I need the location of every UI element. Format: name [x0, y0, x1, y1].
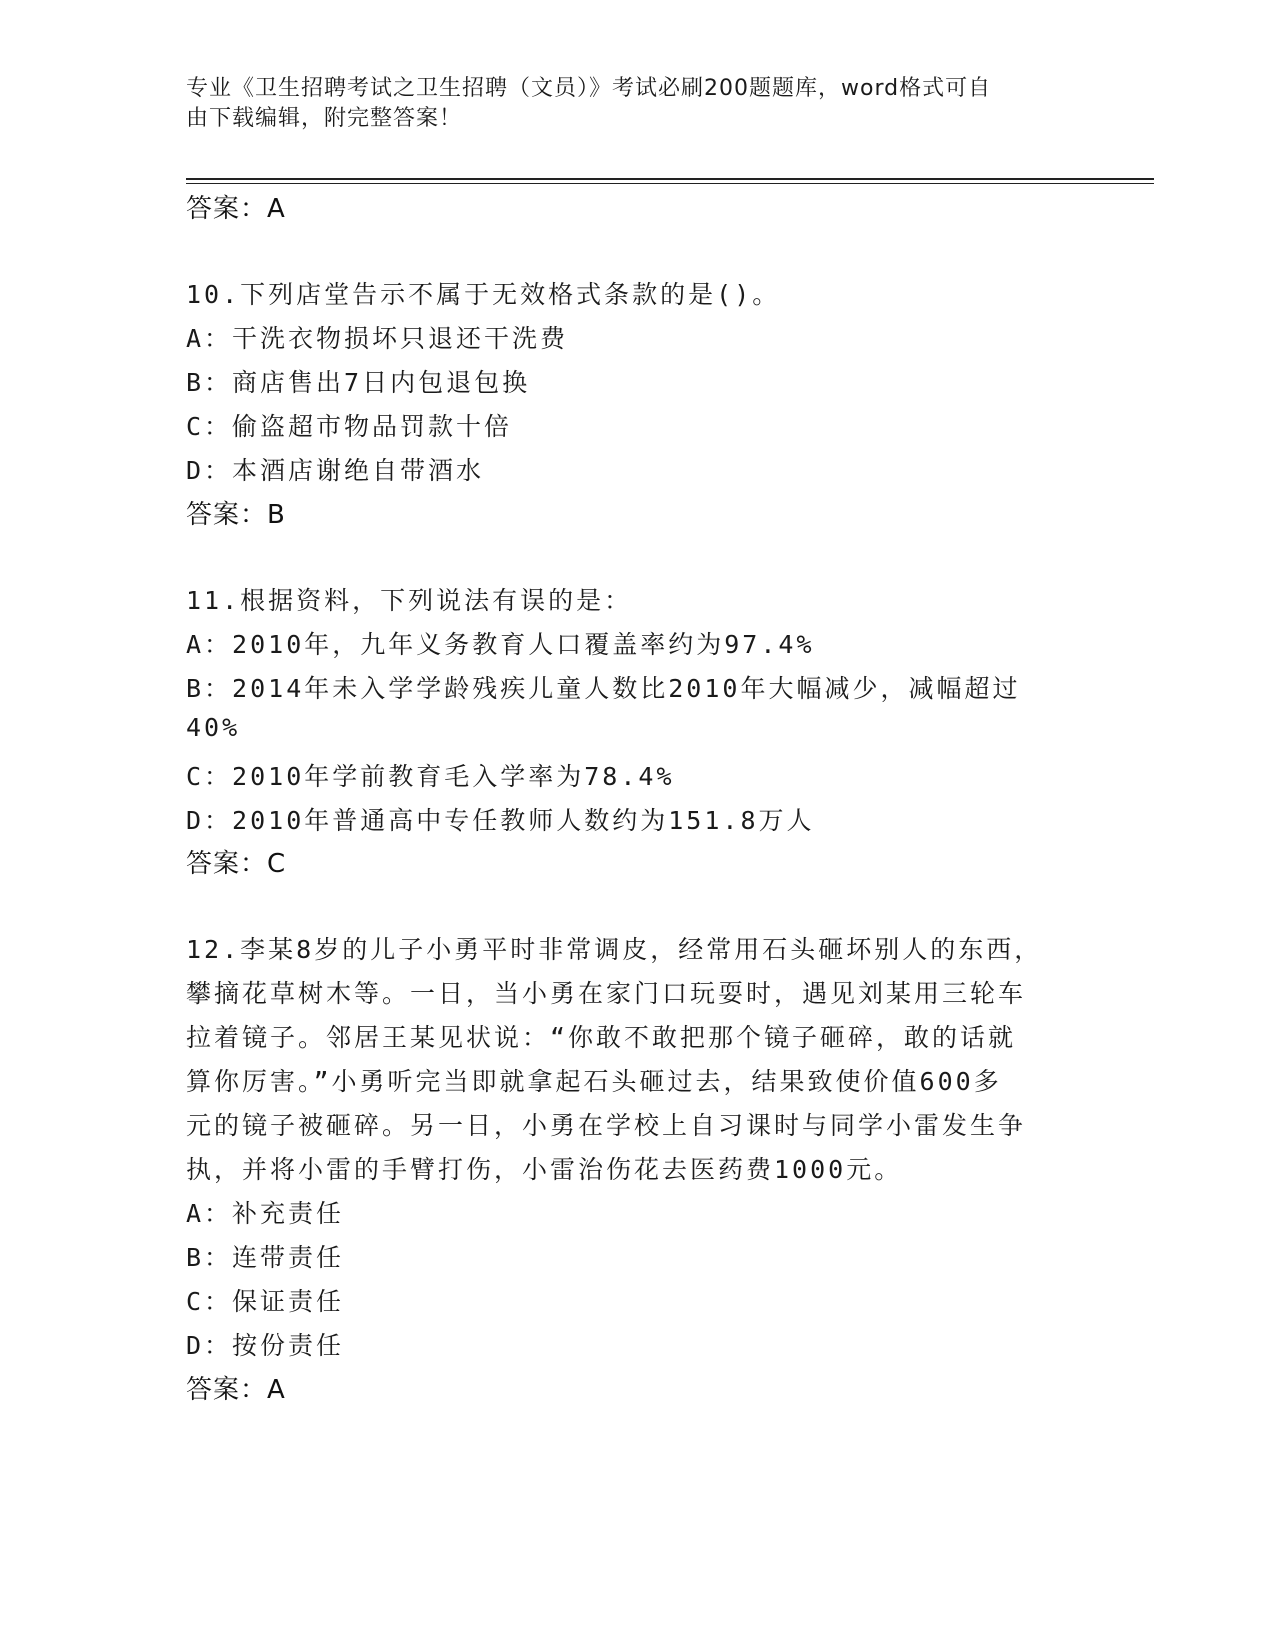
question-12-answer: 答案：A [186, 1375, 286, 1405]
question-10-option-b: B：商店售出7日内包退包换 [186, 368, 531, 397]
header-divider-thick [186, 178, 1154, 180]
header-line-1: 专业《卫生招聘考试之卫生招聘（文员）》考试必刷200题题库，word格式可自 [186, 76, 992, 101]
question-12-stem-line-3: 拉着镜子。邻居王某见状说：“你敢不敢把那个镜子砸碎，敢的话就 [186, 1023, 1017, 1052]
question-11-option-c: C：2010年学前教育毛入学率为78.4% [186, 762, 675, 791]
document-header [186, 74, 1066, 134]
question-10-option-c: C：偷盗超市物品罚款十倍 [186, 412, 513, 441]
question-12-stem-line-5: 元的镜子被砸碎。另一日，小勇在学校上自习课时与同学小雷发生争 [186, 1111, 1027, 1140]
question-12-stem-line-1: 12.李某8岁的儿子小勇平时非常调皮，经常用石头砸坏别人的东西， [186, 935, 1043, 964]
question-10-option-a: A：干洗衣物损坏只退还干洗费 [186, 324, 569, 353]
question-10-answer: 答案：B [186, 500, 286, 530]
question-11-option-d: D：2010年普通高中专任教师人数约为151.8万人 [186, 806, 815, 835]
header-divider-thin [186, 183, 1154, 184]
question-10-stem: 10.下列店堂告示不属于无效格式条款的是()。 [186, 280, 781, 309]
question-11-answer: 答案：C [186, 849, 287, 879]
question-12-option-d: D：按份责任 [186, 1331, 345, 1360]
question-11-stem: 11.根据资料，下列说法有误的是： [186, 586, 633, 615]
question-11-option-b: B：2014年未入学学龄残疾儿童人数比2010年大幅减少，减幅超过 [186, 674, 1021, 703]
question-12-stem-line-4: 算你厉害。”小勇听完当即就拿起石头砸过去，结果致使价值600多 [186, 1067, 1002, 1096]
question-12-stem-line-2: 攀摘花草树木等。一日，当小勇在家门口玩耍时，遇见刘某用三轮车 [186, 979, 1027, 1008]
question-11-option-b-cont: 40% [186, 713, 241, 742]
question-12-option-b: B：连带责任 [186, 1243, 345, 1272]
question-11-option-a: A：2010年，九年义务教育人口覆盖率约为97.4% [186, 630, 815, 659]
question-10-option-d: D：本酒店谢绝自带酒水 [186, 456, 485, 485]
header-line-2: 由下载编辑，附完整答案！ [186, 106, 463, 131]
question-12-option-a: A：补充责任 [186, 1199, 345, 1228]
previous-answer: 答案：A [186, 194, 286, 224]
question-12-option-c: C：保证责任 [186, 1287, 345, 1316]
question-12-stem-line-6: 执，并将小雷的手臂打伤，小雷治伤花去医药费1000元。 [186, 1155, 903, 1184]
